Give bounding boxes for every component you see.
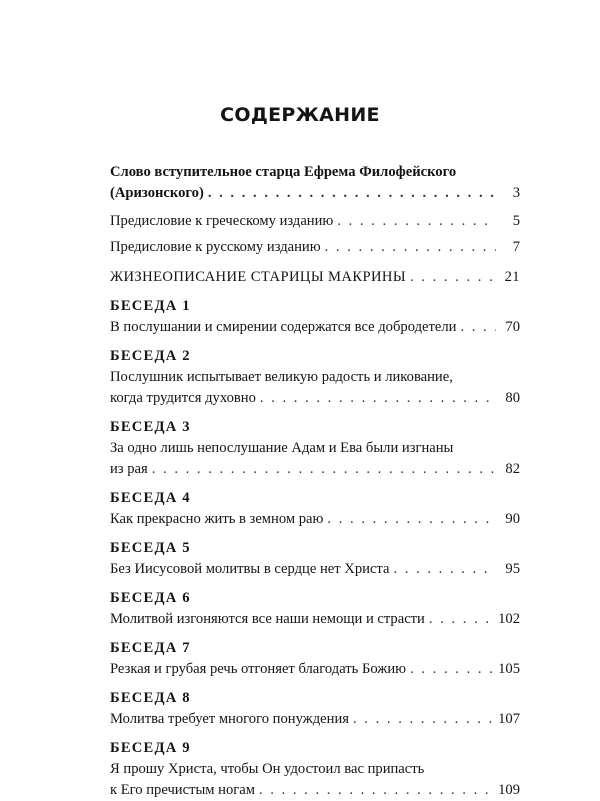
section-label: БЕСЕДА 4: [110, 490, 191, 506]
page-number: 82: [505, 461, 520, 477]
dot-leader: [460, 317, 496, 338]
entry-title-line: Молитвой изгоняются все наши немощи и страсти: [110, 611, 425, 627]
toc-entry-biography: [110, 267, 520, 288]
toc-entry-beseda-9: [110, 738, 520, 801]
toc-entry-beseda-3: [110, 417, 520, 480]
page-number: 95: [505, 561, 520, 577]
section-label: БЕСЕДА 5: [110, 540, 191, 556]
toc-entry-beseda-4: [110, 488, 520, 530]
table-of-contents: [110, 162, 520, 801]
page-title: СОДЕРЖАНИЕ: [220, 104, 380, 126]
dot-leader: [353, 709, 494, 730]
toc-entry-beseda-5: [110, 538, 520, 580]
entry-title-line: Послушник испытывает великую радость и ликование,: [110, 369, 453, 385]
page-number: 5: [512, 213, 520, 229]
toc-entry-beseda-2: [110, 346, 520, 409]
entry-title-line: Как прекрасно жить в земном раю: [110, 511, 324, 527]
page-number: 3: [512, 185, 520, 201]
section-label: БЕСЕДА 8: [110, 690, 191, 706]
entry-title-line: ЖИЗНЕОПИСАНИЕ СТАРИЦЫ МАКРИНЫ: [110, 269, 406, 285]
entry-title-line: из рая: [110, 461, 148, 477]
entry-title-line: (Аризонского): [110, 185, 204, 201]
page-number: 102: [498, 611, 520, 627]
toc-entry-greek-preface: [110, 211, 520, 232]
dot-leader: [393, 559, 496, 580]
entry-title-line: Резкая и грубая речь отгоняет благодать Божию: [110, 661, 407, 677]
toc-entry-russian-preface: [110, 237, 520, 258]
page-number: 70: [505, 319, 520, 335]
entry-title-line: к Его пречистым ногам: [110, 782, 255, 798]
page-number: 21: [504, 269, 520, 285]
dot-leader: [327, 509, 496, 530]
dot-leader: [152, 459, 496, 480]
dot-leader: [259, 780, 494, 801]
dot-leader: [410, 659, 494, 680]
dot-leader: [208, 183, 496, 204]
entry-title-line: Молитва требует многого понуждения: [110, 711, 349, 727]
toc-entry-intro: [110, 162, 520, 204]
entry-title-line: Слово вступительное старца Ефрема Филофейского: [110, 164, 457, 180]
entry-title-line: Предисловие к греческому изданию: [110, 213, 334, 229]
page-number: 80: [505, 390, 520, 406]
dot-leader: [410, 267, 496, 288]
page-number: 90: [505, 511, 520, 527]
toc-entry-beseda-6: [110, 588, 520, 630]
toc-entry-beseda-8: [110, 688, 520, 730]
section-label: БЕСЕДА 1: [110, 298, 191, 314]
page-number: 107: [498, 711, 520, 727]
dot-leader: [337, 211, 496, 232]
page-number: 7: [512, 239, 520, 255]
dot-leader: [260, 388, 496, 409]
entry-title-line: В послушании и смирении содержатся все добродетели: [110, 319, 457, 335]
section-label: БЕСЕДА 9: [110, 740, 191, 756]
dot-leader: [429, 609, 494, 630]
section-label: БЕСЕДА 7: [110, 640, 191, 656]
entry-title-line: Предисловие к русскому изданию: [110, 239, 321, 255]
toc-entry-beseda-1: [110, 296, 520, 338]
entry-title-line: Я прошу Христа, чтобы Он удостоил вас припасть: [110, 761, 425, 777]
page-number: 109: [498, 782, 520, 798]
dot-leader: [325, 237, 496, 258]
section-label: БЕСЕДА 3: [110, 419, 191, 435]
entry-title-line: когда трудится духовно: [110, 390, 256, 406]
section-label: БЕСЕДА 6: [110, 590, 191, 606]
section-label: БЕСЕДА 2: [110, 348, 191, 364]
entry-title-line: Без Иисусовой молитвы в сердце нет Христа: [110, 561, 390, 577]
toc-entry-beseda-7: [110, 638, 520, 680]
page-number: 105: [498, 661, 520, 677]
entry-title-line: За одно лишь непослушание Адам и Ева были изгнаны: [110, 440, 454, 456]
